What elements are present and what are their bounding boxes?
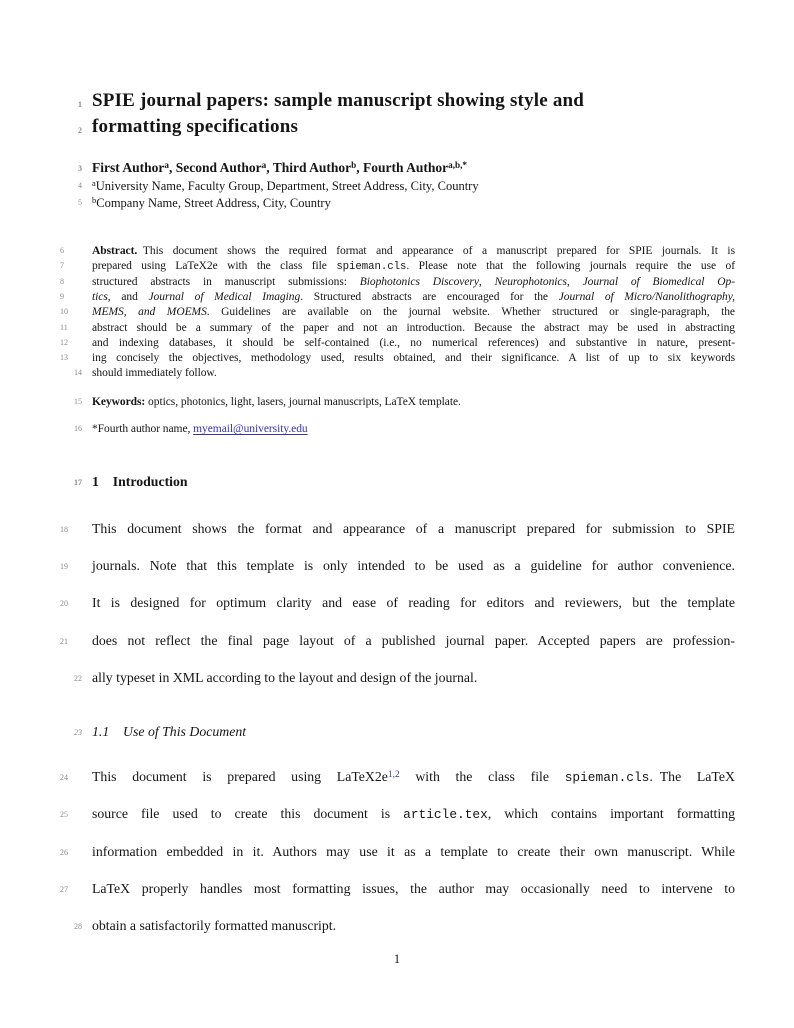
text-segment: SPIE journal papers: sample manuscript showing style and	[92, 90, 585, 111]
abstract-line	[60, 260, 735, 274]
code-text: spieman.cls	[564, 770, 650, 785]
text-segment: information embedded in it. Authors may use it as a template to create their own manuscript. While	[92, 844, 735, 859]
line-number: 17	[74, 477, 82, 487]
text-segment: 1 Introduction	[92, 474, 188, 489]
line-number: 1	[78, 100, 82, 110]
text-segment: It is designed for optimum clarity and ease of reading for editors and reviewers, but the template	[92, 595, 735, 610]
line-number: 5	[78, 198, 82, 208]
text-segment: Keywords:	[92, 396, 146, 408]
line-number: 8	[60, 277, 64, 287]
text-segment: , Third Author	[266, 160, 352, 175]
line-number: 11	[60, 323, 68, 333]
code-text: spieman.cls	[336, 261, 407, 273]
line-number: 26	[60, 847, 68, 857]
text-segment: does not reflect the final page layout of a published journal paper. Accepted papers are profession-	[92, 633, 735, 648]
body-line	[60, 595, 735, 612]
line-number: 21	[60, 636, 68, 646]
line-number: 19	[60, 561, 68, 571]
text-segment: ing concisely the objectives, methodology used, results obtained, and their significance. A list of up to six keywords	[92, 352, 735, 364]
text-segment: This document is prepared using LaTeX2e	[92, 769, 388, 784]
affiliation	[78, 195, 735, 211]
text-segment: Neurophotonics	[494, 276, 567, 288]
line-number: 16	[74, 424, 82, 434]
text-segment: . Please note that the following journals require the use of	[406, 260, 735, 272]
line-number: 27	[60, 884, 68, 894]
abstract-line	[60, 291, 735, 305]
abstract-line	[74, 367, 735, 381]
text-segment: formatting specifications	[92, 116, 299, 137]
text-segment: , which contains important formatting	[487, 806, 735, 821]
abstract-line	[60, 352, 735, 366]
line-number: 14	[74, 368, 82, 378]
text-segment: ally typeset in XML according to the layout and design of the journal.	[92, 670, 478, 685]
line-number: 23	[74, 727, 82, 737]
body-line	[74, 918, 735, 935]
text-segment: source file used to create this document is	[92, 806, 404, 821]
text-segment: First Author	[92, 160, 165, 175]
text-segment: . Guidelines are available on the journal website. Whether structured or single-paragraph, the	[206, 306, 735, 318]
text-segment: with the class file	[399, 769, 565, 784]
line-number: 22	[74, 673, 82, 683]
citation-ref[interactable]: 1,2	[387, 769, 400, 780]
code-text: article.tex	[403, 807, 488, 822]
body-line	[60, 633, 735, 650]
text-segment: tics	[92, 291, 108, 303]
text-segment: and indexing databases, it should be self-contained (i.e., no numerical references) and substantive in nature, present-	[92, 337, 735, 349]
line-number: 3	[78, 163, 82, 173]
body-line	[60, 558, 735, 575]
superscript: b	[351, 159, 357, 170]
text-segment: ,	[566, 276, 583, 288]
text-segment: *Fourth author name,	[92, 423, 194, 435]
text-segment: optics, photonics, light, lasers, journal manuscripts, LaTeX template.	[145, 396, 461, 408]
text-segment: This document shows the format and appearance of a manuscript prepared for submission to SPIE	[92, 521, 735, 536]
text-segment: Journal of Medical Imaging	[148, 291, 301, 303]
email-link[interactable]: myemail@university.edu	[193, 423, 308, 435]
section-heading	[74, 474, 735, 491]
text-segment: MEMS, and MOEMS	[92, 306, 207, 318]
abstract-line	[60, 306, 735, 320]
paper-title-line	[78, 116, 735, 139]
line-number: 18	[60, 524, 68, 534]
text-segment: prepared using LaTeX2e with the class file	[92, 260, 337, 272]
keywords-line	[74, 396, 735, 410]
body-line	[60, 806, 735, 823]
line-number: 12	[60, 338, 68, 348]
body-line	[60, 521, 735, 538]
abstract-line	[60, 322, 735, 336]
line-number: 28	[74, 921, 82, 931]
text-segment: ,	[478, 276, 495, 288]
superscript: a	[164, 159, 169, 170]
text-segment: abstract should be a summary of the paper and not an introduction. Because the abstract may be used in abstracting	[92, 322, 735, 334]
text-segment: , and	[107, 291, 149, 303]
subsection-heading	[74, 724, 735, 741]
line-number: 9	[60, 292, 64, 302]
line-number: 13	[60, 353, 68, 363]
author-footnote	[74, 423, 735, 437]
text-segment: should immediately follow.	[92, 367, 217, 379]
line-number: 20	[60, 598, 68, 608]
text-segment: . Structured abstracts are encouraged for the	[300, 291, 559, 303]
abstract-line	[60, 245, 735, 259]
line-number: 25	[60, 809, 68, 819]
text-segment: structured abstracts in manuscript submissions:	[92, 276, 360, 288]
abstract-line	[60, 276, 735, 290]
author-list	[78, 159, 735, 176]
superscript: a,b,*	[448, 159, 467, 170]
text-segment: Abstract.	[92, 245, 138, 257]
body-line	[60, 769, 735, 786]
superscript: b	[92, 195, 97, 206]
body-line	[60, 844, 735, 861]
line-number: 6	[60, 246, 64, 256]
body-line	[74, 670, 735, 687]
text-segment: , Second Author	[168, 160, 262, 175]
text-segment: This document shows the required format and appearance of a manuscript prepared for SPIE journals. It is	[137, 245, 735, 257]
text-segment: 1.1 Use of This Document	[92, 724, 247, 739]
paper-title-line	[78, 90, 735, 113]
text-segment: . The LaTeX	[649, 769, 735, 784]
superscript: a	[261, 159, 267, 170]
line-number: 4	[78, 181, 82, 191]
text-segment: LaTeX properly handles most formatting issues, the author may occasionally need to intervene to	[92, 881, 735, 896]
text-segment: Biophotonics Discovery	[359, 276, 479, 288]
line-number: 2	[78, 126, 82, 136]
affiliation	[78, 178, 735, 194]
abstract-line	[60, 337, 735, 351]
line-number: 24	[60, 772, 68, 782]
text-segment: Company Name, Street Address, City, Country	[96, 196, 331, 210]
text-segment: obtain a satisfactorily formatted manuscript.	[92, 918, 337, 933]
text-segment: Journal of Biomedical Op-	[582, 276, 735, 288]
body-line	[60, 881, 735, 898]
line-number: 7	[60, 261, 64, 271]
line-number: 15	[74, 397, 82, 407]
text-segment: University Name, Faculty Group, Department, Street Address, City, Country	[95, 179, 479, 193]
text-segment: Journal of Micro/Nanolithography,	[558, 291, 735, 303]
text-segment: , Fourth Author	[356, 160, 449, 175]
superscript: a	[92, 178, 96, 189]
text-segment: journals. Note that this template is only intended to be used as a guideline for author convenience.	[92, 558, 735, 573]
page-number: 1	[393, 952, 401, 966]
line-number: 10	[60, 307, 68, 317]
